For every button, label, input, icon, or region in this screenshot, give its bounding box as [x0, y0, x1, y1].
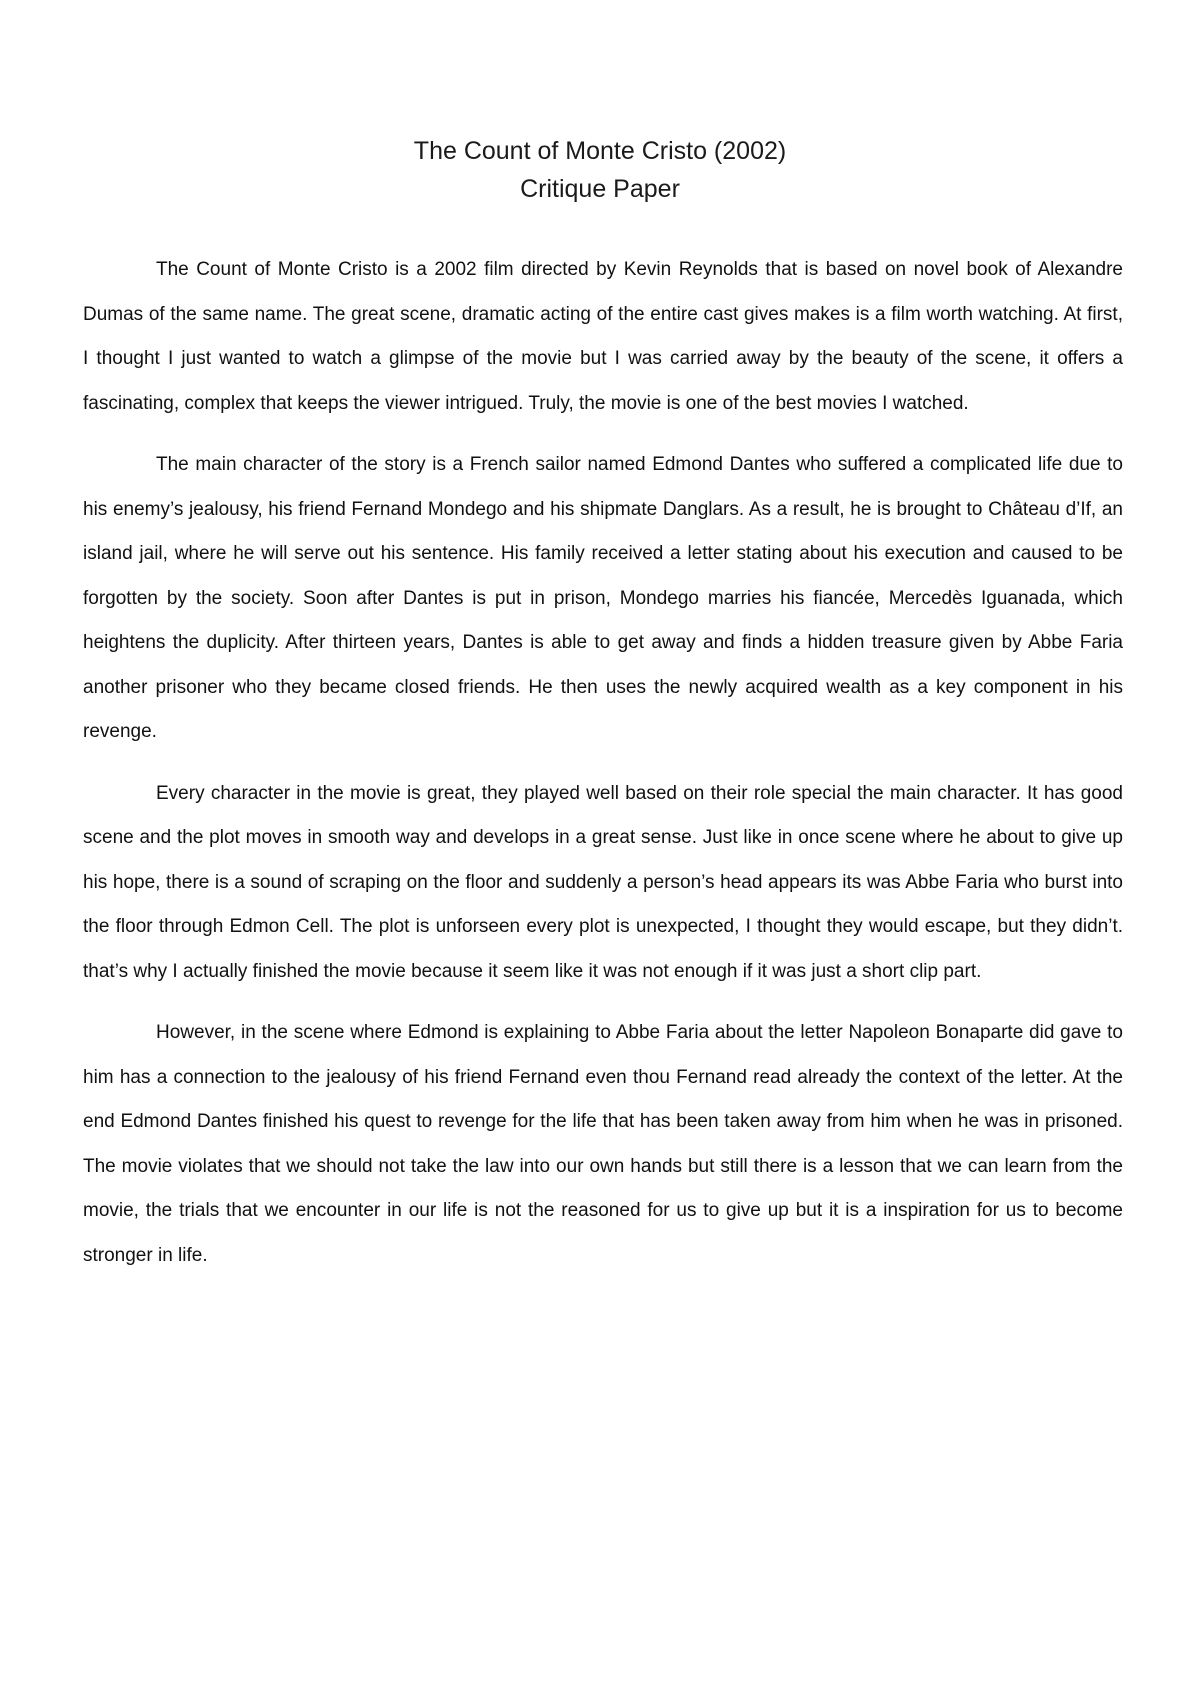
title-block: [0, 132, 1200, 208]
document-body: [83, 248, 1123, 1295]
paragraph-1: The Count of Monte Cristo is a 2002 film directed by Kevin Reynolds that is based on novel book of Alexandre Dumas of the same name. The great scene, dramatic acting of the entire cast gives makes is a film worth watching. At first, I thought I just wanted to watch a glimpse of the movie but I was carried away by the beauty of the scene, it offers a fascinating, complex that keeps the viewer intrigued. Truly, the movie is one of the best movies I watched.: [83, 259, 1123, 414]
document-title: The Count of Monte Cristo (2002): [413, 137, 787, 165]
paragraph-4: However, in the scene where Edmond is explaining to Abbe Faria about the letter Napoleon Bonaparte did gave to him has a connection to the jealousy of his friend Fernand even thou Fernand read already the context of the letter. At the end Edmond Dantes finished his quest to revenge for the life that has been taken away from him when he was in prisoned. The movie violates that we should not take the law into our own hands but still there is a lesson that we can learn from the movie, the trials that we encounter in our life is not the reasoned for us to give up but it is a inspiration for us to become stronger in life.: [83, 1022, 1123, 1266]
paragraph-3: Every character in the movie is great, they played well based on their role special the main character. It has good scene and the plot moves in smooth way and develops in a great sense. Just like in once scene where he about to give up his hope, there is a sound of scraping on the floor and suddenly a person’s head appears its was Abbe Faria who burst into the floor through Edmon Cell. The plot is unforseen every plot is unexpected, I thought they would escape, but they didn’t. that’s why I actually finished the movie because it seem like it was not enough if it was just a short clip part.: [83, 782, 1123, 982]
paragraph-2: The main character of the story is a French sailor named Edmond Dantes who suffered a complicated life due to his enemy’s jealousy, his friend Fernand Mondego and his shipmate Danglars. As a result, he is brought to Château d’If, an island jail, where he will serve out his sentence. His family received a letter stating about his execution and caused to be forgotten by the society. Soon after Dantes is put in prison, Mondego marries his fiancée, Mercedès Iguanada, which heightens the duplicity. After thirteen years, Dantes is able to get away and finds a hidden treasure given by Abbe Faria another prisoner who they became closed friends. He then uses the newly acquired wealth as a key component in his revenge.: [83, 454, 1123, 742]
document-subtitle: Critique Paper: [520, 175, 680, 203]
